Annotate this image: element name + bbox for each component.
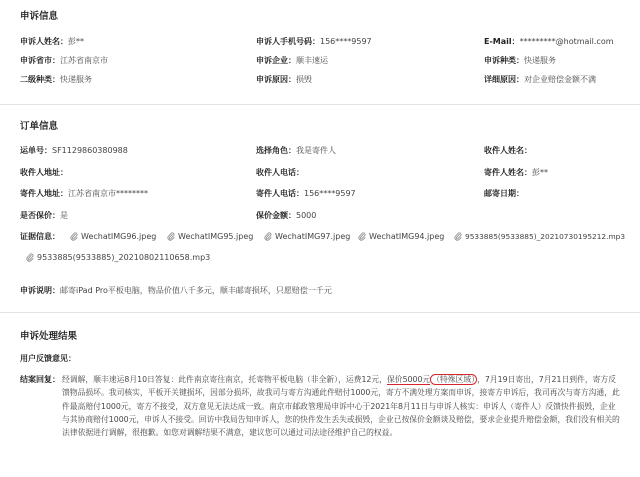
field-label: 申诉人手机号码： [256, 37, 320, 46]
field-waybill-number [20, 147, 128, 155]
field-complainant-phone [256, 38, 372, 46]
field-detailed-reason [484, 76, 596, 84]
field-sender-name [484, 169, 548, 177]
field-label: 寄件人姓名： [484, 168, 532, 177]
highlight-special-area: （特殊区域） [432, 375, 476, 384]
attachment-filename: WechatIMG95.jpeg [178, 231, 254, 241]
field-value: 对企业赔偿金额不满 [524, 75, 596, 84]
field-value: 快递服务 [60, 75, 92, 84]
field-label: 详细原因： [484, 75, 524, 84]
field-label: 二级种类： [20, 75, 60, 84]
attachment-filename: 9533885(9533885)_20210802110658.mp3 [37, 252, 211, 262]
field-value: 5000 [296, 211, 317, 220]
field-label: 收件人地址： [20, 168, 68, 177]
field-label: 运单号： [20, 146, 52, 155]
field-secondary-type [20, 76, 92, 84]
field-label: 收件人姓名： [484, 146, 532, 155]
order-info-title: 订单信息 [20, 121, 59, 132]
field-company [256, 57, 328, 65]
highlight-insured-amount: 5000元 [402, 375, 431, 384]
field-complaint-type [484, 57, 556, 65]
field-value: 156****9597 [320, 37, 372, 46]
field-value: 快递服务 [524, 56, 556, 65]
field-label: 寄件人电话： [256, 189, 304, 198]
field-reason [256, 76, 312, 84]
highlight-insured: 保价 [386, 375, 403, 384]
field-role [256, 147, 336, 155]
paperclip-icon [264, 232, 272, 241]
evidence-label: 证据信息： [20, 232, 60, 241]
attachment-link[interactable] [264, 232, 350, 241]
field-province-city [20, 57, 108, 65]
field-value: 156****9597 [304, 189, 356, 198]
paperclip-icon [167, 232, 175, 241]
field-label: E-Mail： [484, 37, 520, 46]
field-value: 我是寄件人 [296, 146, 336, 155]
description-label: 申诉说明： [20, 286, 60, 295]
field-insured-amount [256, 212, 316, 220]
field-value: 顺丰速运 [296, 56, 328, 65]
field-recipient-phone [256, 169, 304, 177]
field-value: *********@hotmail.com [519, 37, 614, 46]
field-email [484, 38, 614, 46]
field-label: 寄件人地址： [20, 189, 68, 198]
field-sender-phone [256, 190, 356, 198]
field-value: 彭** [532, 168, 548, 177]
attachment-filename: WechatIMG96.jpeg [81, 231, 157, 241]
divider [0, 104, 640, 105]
field-label: 申诉企业： [256, 56, 296, 65]
field-insured [20, 212, 68, 220]
field-value: 江苏省南京市******** [68, 189, 148, 198]
field-label: 是否保价： [20, 211, 60, 220]
reply-label: 结案回复： [20, 375, 60, 384]
feedback-label: 用户反馈意见： [20, 354, 76, 363]
complaint-info-title: 申诉信息 [20, 11, 59, 22]
field-label: 保价金额： [256, 211, 296, 220]
attachment-link[interactable] [70, 232, 156, 241]
field-value: 损毁 [296, 75, 312, 84]
field-label: 选择角色： [256, 146, 296, 155]
reply-text-part: ，7月19日寄出，7月21日到件，寄方反馈物品损坏。我司核实，平板开关键损坏，因部分损坏，故我司与寄方沟通此件赔付1000元，寄方不满处理方案而申诉，接寄方申诉后，我司再次与寄方沟通，此件最高赔付1000元，寄方不接受，双方意见无法达成一致。南京市邮政管理局申诉中心于2021年8月11日与申诉人核实：申诉人（寄件人）反馈快件损毁，企业与其协商赔付1000元，申诉人不接受。回访中我局告知申诉人，您的快件发生丢失或损毁，企业已按保价金额谈及赔偿，要求企业提升赔偿金额，我们没有相关的法律依据进行调解，很抱歉。如您对调解结果不满意，建议您可以通过司法途径维护自己的权益。 [62, 375, 620, 438]
result-title: 申诉处理结果 [20, 331, 78, 342]
field-label: 邮寄日期： [484, 189, 524, 198]
field-value: 江苏省南京市 [60, 56, 108, 65]
reply-text-part: 经调解，顺丰速运8月10日答复：此件南京寄往南京，托寄物平板电脑（非全新），运费12元， [62, 375, 387, 384]
attachment-filename: WechatIMG97.jpeg [275, 231, 351, 241]
description-text: 邮寄iPad Pro平板电脑，物品价值八千多元，顺丰邮寄损坏，只愿赔偿一千元 [60, 286, 332, 295]
complaint-description [20, 287, 332, 295]
field-value: 彭** [68, 37, 84, 46]
paperclip-icon [454, 232, 462, 241]
field-label: 申诉原因： [256, 75, 296, 84]
field-label: 收件人电话： [256, 168, 304, 177]
field-value: SF1129860380988 [52, 146, 128, 155]
attachment-link[interactable] [167, 232, 253, 241]
field-label: 申诉人姓名： [20, 37, 68, 46]
field-complainant-name [20, 38, 84, 46]
paperclip-icon [26, 253, 34, 262]
field-label: 申诉省市： [20, 56, 60, 65]
field-label: 申诉种类： [484, 56, 524, 65]
attachment-link[interactable] [26, 253, 210, 262]
attachment-link[interactable] [358, 232, 444, 241]
attachment-link[interactable] [454, 232, 625, 241]
paperclip-icon [358, 232, 366, 241]
field-recipient-name [484, 147, 532, 155]
field-mailing-date [484, 190, 524, 198]
reply-text [62, 373, 622, 439]
divider [0, 312, 640, 313]
attachment-filename: WechatIMG94.jpeg [369, 231, 445, 241]
paperclip-icon [70, 232, 78, 241]
field-recipient-address [20, 169, 68, 177]
attachment-filename: 9533885(9533885)_20210730195212.mp3 [465, 231, 626, 241]
field-sender-address [20, 190, 148, 198]
field-value: 是 [60, 211, 68, 220]
